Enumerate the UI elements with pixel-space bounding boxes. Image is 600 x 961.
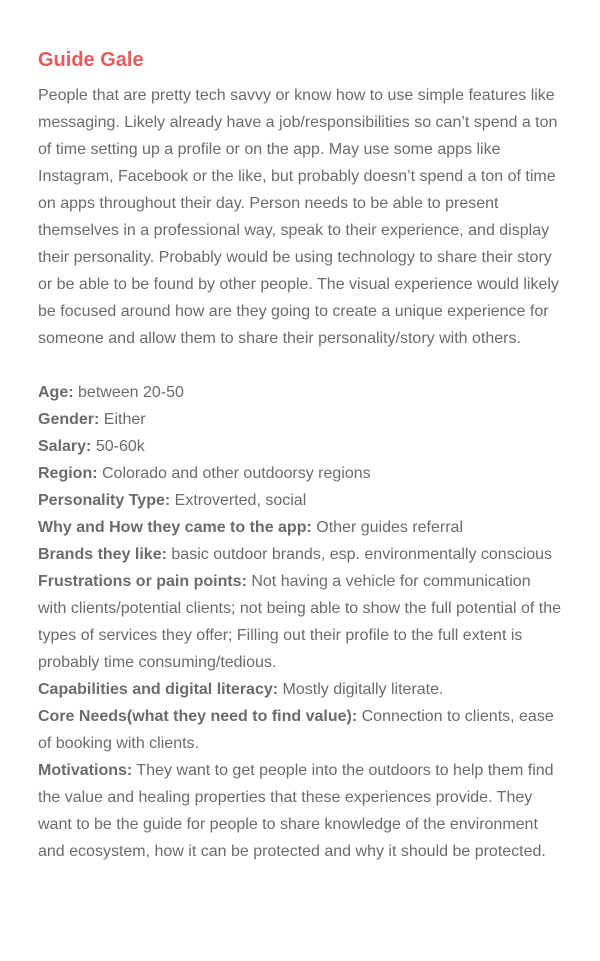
persona-attributes	[38, 379, 562, 865]
attribute-core-needs	[38, 703, 562, 757]
attribute-value: Other guides referral	[316, 519, 463, 536]
attribute-value: 50-60k	[95, 438, 145, 455]
attribute-digital-literacy	[38, 676, 562, 703]
attribute-label: Region:	[38, 465, 98, 482]
attribute-brands	[38, 541, 562, 568]
attribute-gender	[38, 406, 562, 433]
attribute-value: Extroverted, social	[174, 492, 307, 509]
attribute-salary	[38, 433, 562, 460]
attribute-motivations	[38, 757, 562, 865]
attribute-value: Either	[103, 411, 146, 428]
attribute-value: Colorado and other outdoorsy regions	[102, 465, 371, 482]
attribute-label: Gender:	[38, 411, 100, 428]
attribute-label: Why and How they came to the app:	[38, 519, 312, 536]
attribute-label: Motivations:	[38, 762, 133, 779]
attribute-label: Salary:	[38, 438, 92, 455]
attribute-value: Mostly digitally literate.	[282, 681, 444, 698]
attribute-region	[38, 460, 562, 487]
attribute-value: They want to get people into the outdoors to help them find the value and healing properties that these experiences provide. They want to be the guide for people to share knowledge of the environment and ecosystem, how it can be protected and why it should be protected.	[38, 762, 554, 860]
attribute-label: Brands they like:	[38, 546, 167, 563]
attribute-label: Personality Type:	[38, 492, 171, 509]
persona-name: Guide Gale	[38, 49, 144, 71]
persona-description: People that are pretty tech savvy or know how to use simple features like messaging. Likely already have a job/responsibilities so can’t spend a ton of time setting up a profile or on the app. May use some apps like Instagram, Facebook or the like, but probably doesn’t spend a ton of time on apps throughout their day. Person needs to be able to present themselves in a professional way, speak to their experience, and display their personality. Probably would be using technology to share their story or be able to be found by other people. The visual experience would likely be focused around how are they going to create a unique experience for someone and allow them to share their personality/story with others.	[38, 87, 559, 347]
attribute-value: Connection to clients, ease of booking with clients.	[38, 708, 554, 752]
attribute-frustrations	[38, 568, 562, 676]
attribute-personality-type	[38, 487, 562, 514]
attribute-value: basic outdoor brands, esp. environmentally conscious	[171, 546, 553, 563]
attribute-value: Not having a vehicle for communication with clients/potential clients; not being able to show the full potential of the types of services they offer; Filling out their profile to the full extent is probably time consuming/tedious.	[38, 573, 561, 671]
attribute-acquisition	[38, 514, 562, 541]
attribute-label: Capabilities and digital literacy:	[38, 681, 279, 698]
attribute-label: Frustrations or pain points:	[38, 573, 247, 590]
attribute-label: Age:	[38, 384, 74, 401]
attribute-age	[38, 379, 562, 406]
attribute-value: between 20-50	[78, 384, 184, 401]
attribute-label: Core Needs(what they need to find value):	[38, 708, 358, 725]
